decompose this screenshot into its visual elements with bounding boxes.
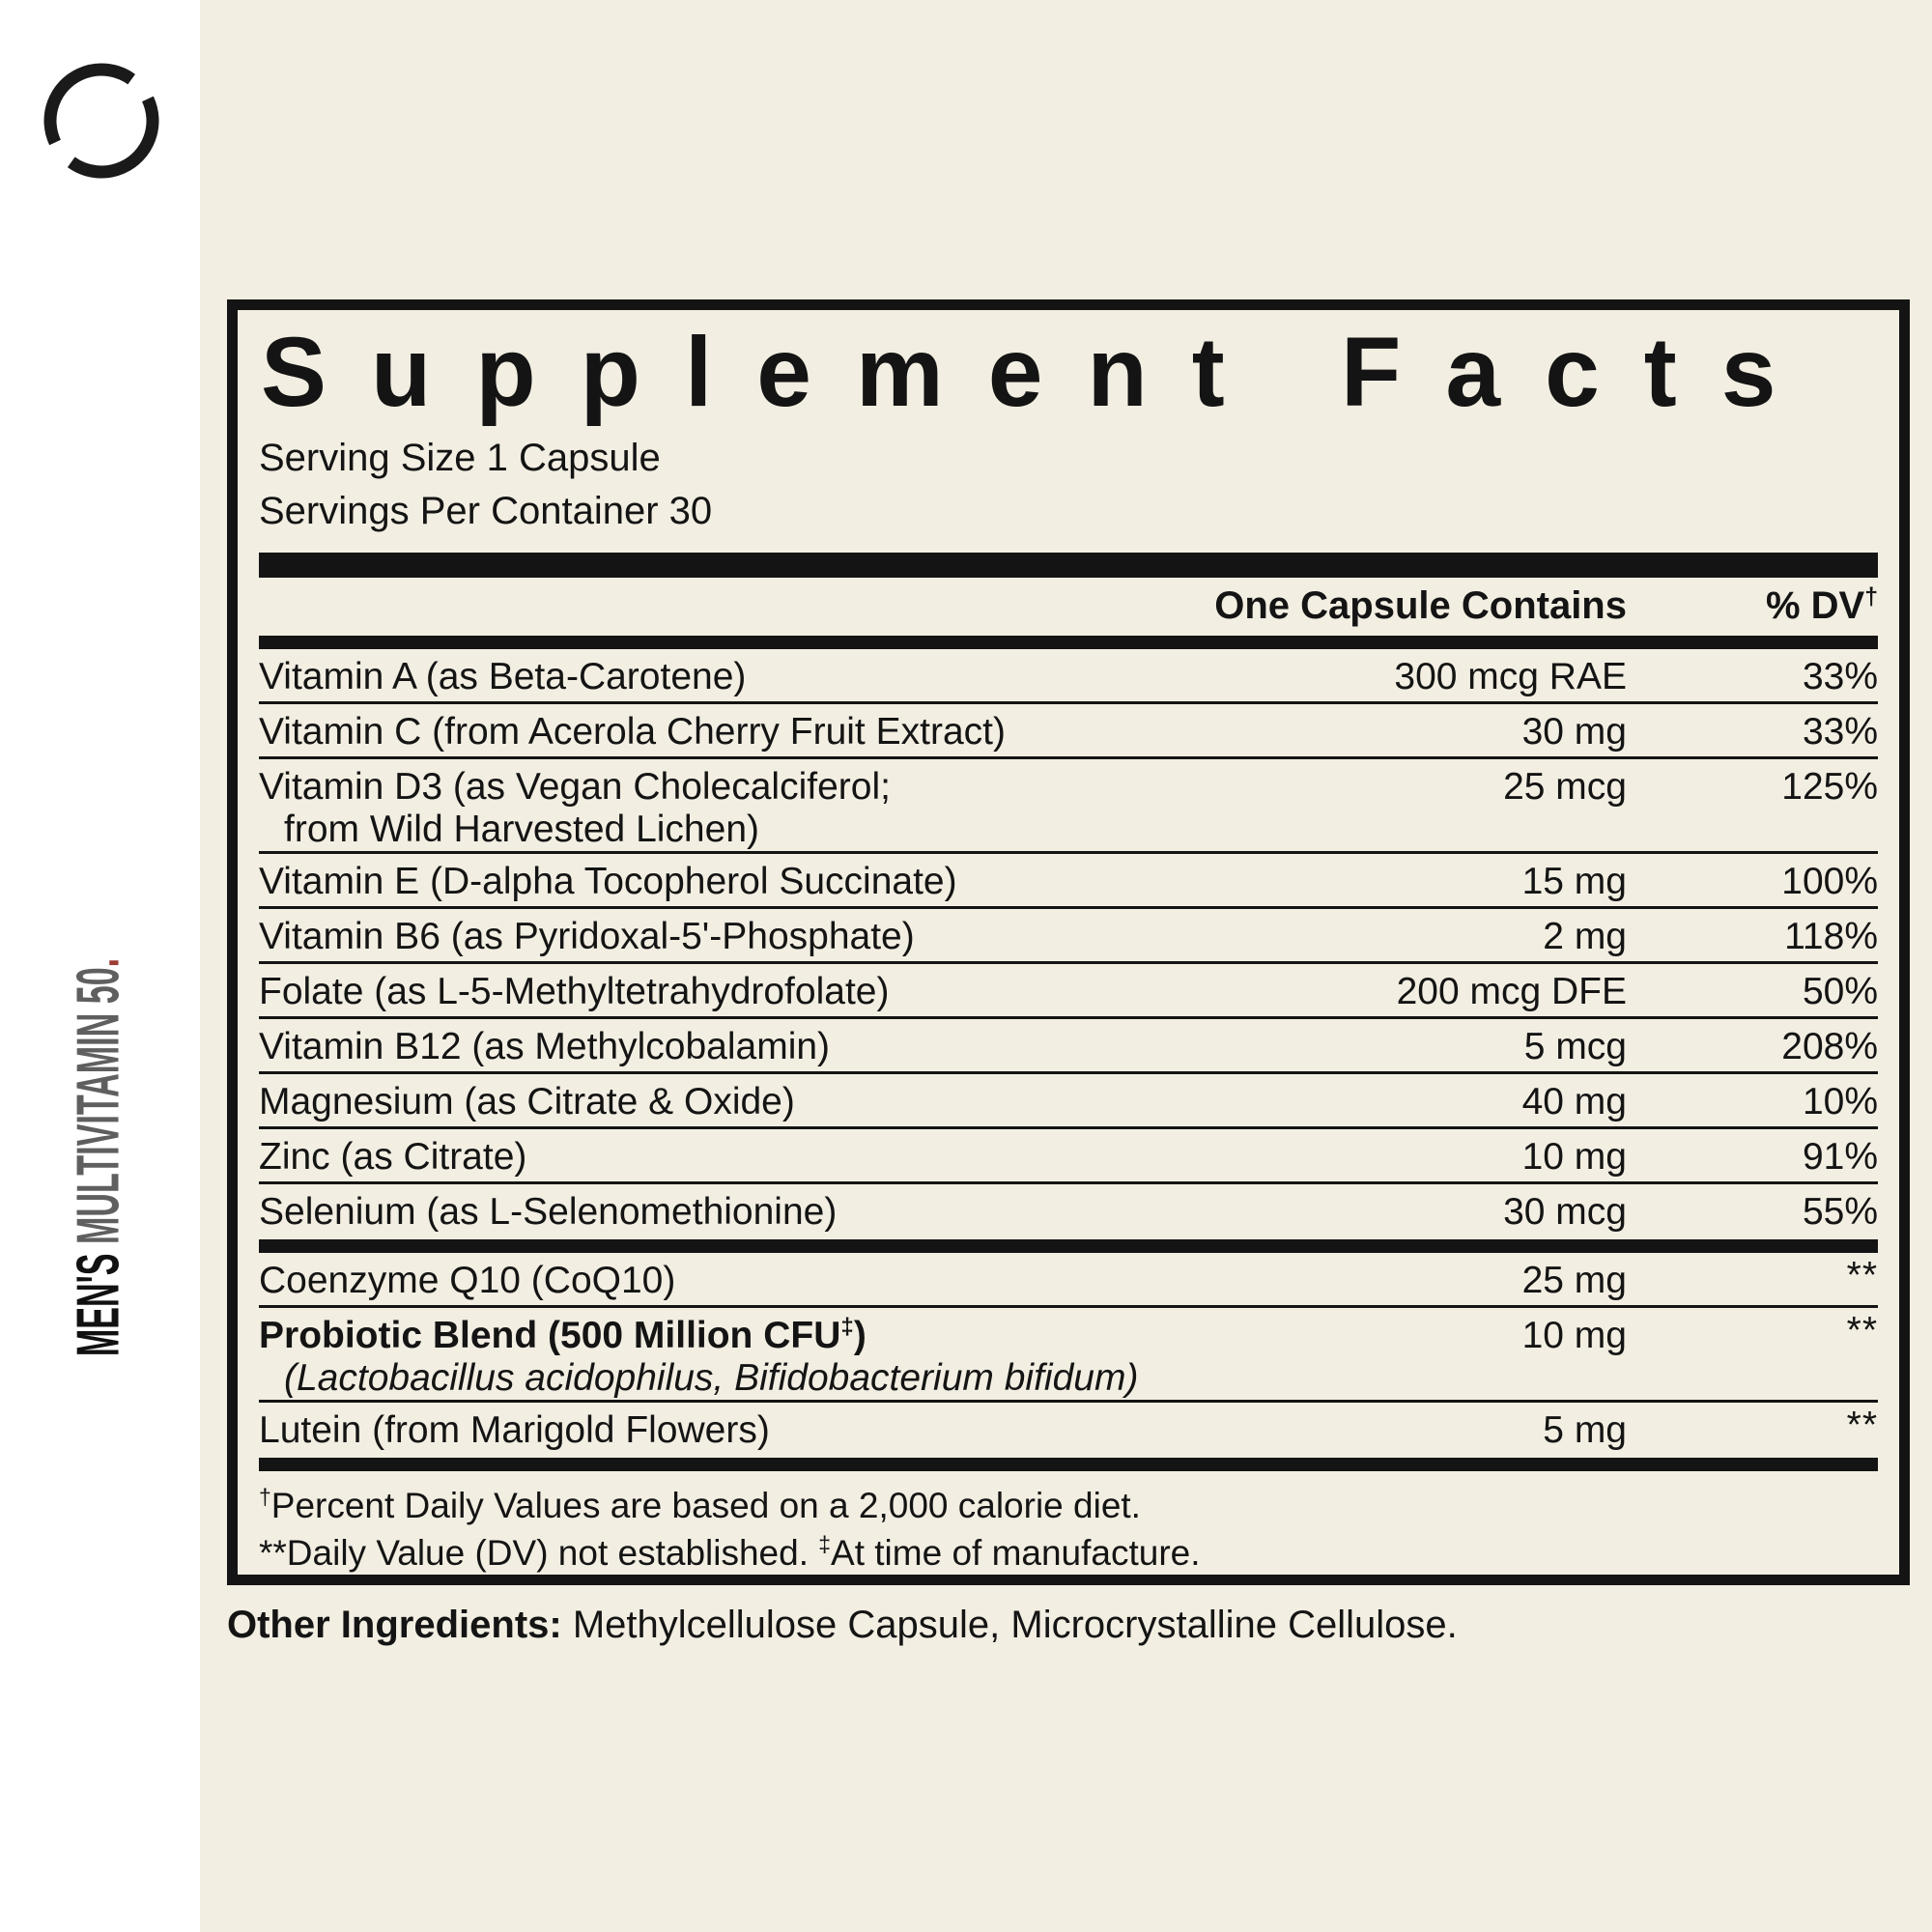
nutrient-dv: 55% [1802, 1190, 1878, 1233]
nutrient-amount: 40 mg [1521, 1080, 1627, 1122]
nutrient-name: Vitamin D3 (as Vegan Cholecalciferol; [259, 765, 891, 808]
nutrient-name: Folate (as L-5-Methyltetrahydrofolate) [259, 970, 890, 1012]
panel-inner [238, 317, 1899, 1577]
table-header-row [259, 578, 1878, 636]
nutrient-amount: 25 mg [1521, 1259, 1627, 1301]
nutrient-dv: 208% [1781, 1025, 1878, 1067]
nutrient-amount: 300 mcg RAE [1394, 655, 1627, 697]
brand-multivitamin-text: MULTIVITAMIN 50 [65, 967, 132, 1245]
brand-dot: . [65, 957, 132, 968]
table-row-lutein [259, 1403, 1878, 1458]
divider-thick-mid [259, 1239, 1878, 1253]
other-ingredients-line [227, 1604, 1910, 1647]
nutrient-name: Selenium (as L-Selenomethionine) [259, 1190, 838, 1233]
table-row-vitamin-a [259, 649, 1878, 704]
nutrient-amount: 30 mg [1521, 710, 1627, 753]
nutrient-dv: ** [1846, 1309, 1878, 1351]
table-row-selenium [259, 1184, 1878, 1239]
nutrient-name: Probiotic Blend (500 Million CFU‡) [259, 1313, 867, 1356]
table-row-probiotic-blend [259, 1308, 1878, 1403]
serving-info [259, 432, 1878, 537]
other-ingredients-text: Methylcellulose Capsule, Microcrystalline Cellulose. [561, 1604, 1458, 1646]
nutrient-amount: 30 mcg [1503, 1190, 1627, 1233]
sidebar [0, 0, 200, 1932]
table-row-zinc [259, 1129, 1878, 1184]
nutrient-name: Vitamin B6 (as Pyridoxal-5'-Phosphate) [259, 915, 915, 957]
table-row-vitamin-e [259, 854, 1878, 909]
nutrient-dv: ** [1846, 1404, 1878, 1446]
nutrient-dv: ** [1846, 1254, 1878, 1296]
nutrient-name: Vitamin B12 (as Methylcobalamin) [259, 1025, 831, 1067]
footnotes [259, 1471, 1878, 1577]
nutrient-amount: 2 mg [1543, 915, 1627, 957]
broken-circle-logo-icon [43, 62, 160, 180]
nutrient-amount: 15 mg [1521, 860, 1627, 902]
nutrient-dv: 100% [1781, 860, 1878, 902]
nutrient-name-line2: from Wild Harvested Lichen) [284, 808, 759, 850]
double-dagger-mark: ‡ [818, 1531, 832, 1557]
nutrient-name: Zinc (as Citrate) [259, 1135, 527, 1178]
vertical-brand-label [65, 958, 133, 1356]
nutrient-dv: 91% [1802, 1135, 1878, 1178]
nutrient-name: Vitamin C (from Acerola Cherry Fruit Extract) [259, 710, 1006, 753]
nutrient-amount: 10 mg [1521, 1314, 1627, 1356]
column-header-dv: % DV† [1765, 584, 1878, 628]
dagger-mark: † [259, 1484, 271, 1510]
nutrient-dv: 33% [1802, 655, 1878, 697]
table-row-vitamin-c [259, 704, 1878, 759]
nutrient-name: Lutein (from Marigold Flowers) [259, 1408, 770, 1451]
footnote-dv-not-established: **Daily Value (DV) not established. ‡At time of manufacture. [259, 1531, 1201, 1573]
brand-mens-text: MEN'S [65, 1244, 132, 1357]
supplement-facts-panel [227, 299, 1910, 1585]
nutrient-dv: 10% [1802, 1080, 1878, 1122]
table-row-vitamin-d3 [259, 759, 1878, 854]
dagger-mark: † [1864, 584, 1878, 611]
divider-thick-under-header [259, 636, 1878, 649]
serving-size: Serving Size 1 Capsule [259, 437, 661, 480]
nutrient-species-list: (Lactobacillus acidophilus, Bifidobacterium bifidum) [284, 1356, 1139, 1399]
table-row-folate [259, 964, 1878, 1019]
nutrient-name: Coenzyme Q10 (CoQ10) [259, 1259, 676, 1301]
nutrient-amount: 5 mcg [1523, 1025, 1627, 1067]
table-row-vitamin-b12 [259, 1019, 1878, 1074]
column-header-amount: One Capsule Contains [1214, 584, 1627, 628]
table-row-vitamin-b6 [259, 909, 1878, 964]
table-row-coq10 [259, 1253, 1878, 1308]
double-dagger-mark: ‡ [840, 1313, 854, 1340]
table-row-magnesium [259, 1074, 1878, 1129]
other-ingredients-label: Other Ingredients: [227, 1604, 562, 1646]
nutrient-dv: 50% [1802, 970, 1878, 1012]
nutrient-dv: 125% [1781, 765, 1878, 808]
nutrient-name: Vitamin A (as Beta-Carotene) [259, 655, 747, 697]
nutrient-amount: 25 mcg [1503, 765, 1627, 808]
nutrient-amount: 200 mcg DFE [1396, 970, 1627, 1012]
footnote-daily-values: †Percent Daily Values are based on a 2,000 calorie diet. [259, 1484, 1141, 1525]
panel-title: Supplement Facts [261, 317, 1821, 427]
nutrient-name: Vitamin E (D-alpha Tocopherol Succinate) [259, 860, 957, 902]
nutrient-dv: 118% [1784, 915, 1878, 957]
divider-thick-bottom [259, 1458, 1878, 1471]
nutrient-amount: 5 mg [1543, 1408, 1627, 1451]
nutrient-name: Magnesium (as Citrate & Oxide) [259, 1080, 795, 1122]
nutrient-amount: 10 mg [1521, 1135, 1627, 1178]
servings-per-container: Servings Per Container 30 [259, 489, 713, 532]
nutrient-dv: 33% [1802, 710, 1878, 753]
divider-thick-top [259, 553, 1878, 578]
